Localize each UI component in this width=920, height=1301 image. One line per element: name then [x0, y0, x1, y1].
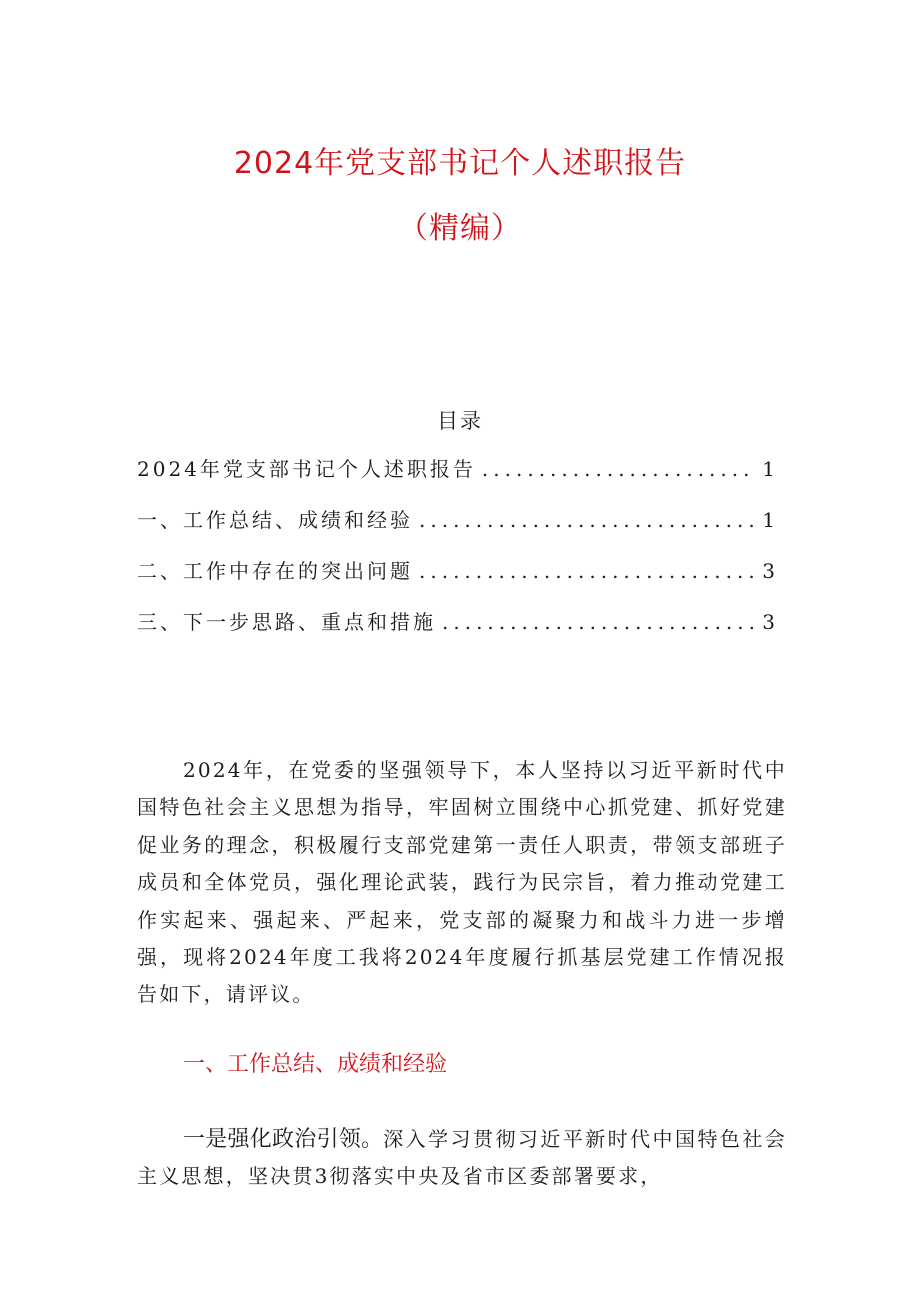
intro-paragraph: 2024年，在党委的坚强领导下，本人坚持以习近平新时代中国特色社会主义思想为指导，牢固树立围绕中心抓党建、抓好党建促业务的理念，积极履行支部党建第一责任人职责，带领支部班子成员和全体党员，强化理论武装，践行为民宗旨，着力推动党建工作实起来、强起来、严起来，党支部的凝聚力和战斗力进一步增强，现将2024年度工我将2024年度履行抓基层党建工作情况报告如下，请评议。	[137, 758, 787, 1007]
toc-entry-label: 一、工作总结、成绩和经验	[137, 508, 413, 532]
toc-entry-label: 二、工作中存在的突出问题	[137, 559, 413, 583]
toc-entry-label: 2024年党支部书记个人述职报告	[137, 457, 476, 481]
document-subtitle: （精编）	[398, 211, 522, 246]
toc-leader-dots	[419, 559, 756, 583]
table-of-contents	[137, 453, 775, 657]
toc-heading: 目录	[437, 409, 483, 433]
toc-leader-dots	[419, 508, 756, 532]
toc-entry[interactable]	[137, 555, 775, 606]
section-heading: 一、工作总结、成绩和经验	[183, 1052, 448, 1077]
toc-leader-dots	[442, 610, 756, 634]
document-title: 2024年党支部书记个人述职报告	[233, 146, 687, 181]
toc-entry-page: 1	[762, 457, 775, 481]
toc-entry[interactable]	[137, 606, 775, 657]
point-text: 深入学习贯彻习近平新时代中国特色社会主义思想，坚决贯3彻落实中央及省市区委部署要求，	[137, 1127, 787, 1189]
point-paragraph	[137, 1121, 787, 1196]
toc-entry[interactable]	[137, 504, 775, 555]
toc-entry-page: 1	[762, 508, 775, 532]
toc-entry-label: 三、下一步思路、重点和措施	[137, 610, 436, 634]
toc-leader-dots	[482, 457, 756, 481]
point-lead: 一是强化政治引领。	[183, 1127, 384, 1152]
toc-entry-page: 3	[762, 610, 775, 634]
toc-entry-page: 3	[762, 559, 775, 583]
toc-entry[interactable]	[137, 453, 775, 504]
